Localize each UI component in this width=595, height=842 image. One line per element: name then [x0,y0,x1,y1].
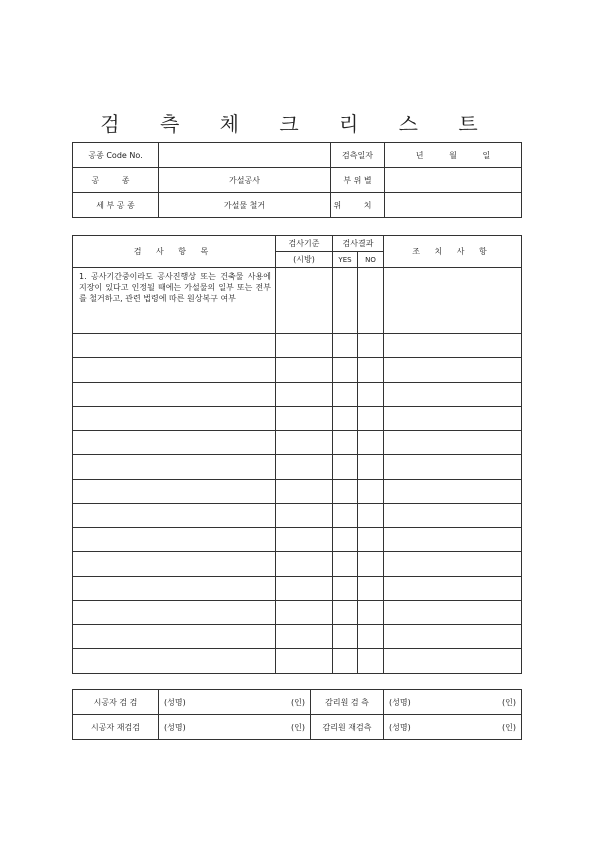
check-standard-cell[interactable] [276,268,333,334]
check-action-cell[interactable] [384,358,522,382]
table-row [73,528,522,552]
table-row [73,455,522,479]
check-table [72,235,522,674]
col-standard-sub: (시방) [276,252,333,268]
check-yes-cell[interactable] [333,552,358,576]
check-item-cell[interactable] [73,576,276,600]
check-standard-cell[interactable] [276,552,333,576]
table-row [73,479,522,503]
check-standard-cell[interactable] [276,406,333,430]
table-row [73,406,522,430]
check-no-cell[interactable] [358,268,384,334]
check-no-cell[interactable] [358,576,384,600]
check-action-cell[interactable] [384,431,522,455]
check-yes-cell[interactable] [333,358,358,382]
check-no-cell[interactable] [358,334,384,358]
info-table [72,142,522,218]
date-field[interactable] [385,143,522,168]
work-label: 공 종 [73,168,159,193]
location-field[interactable] [385,193,522,218]
location-label: 위 치 [331,193,385,218]
check-yes-cell[interactable] [333,528,358,552]
table-row [73,334,522,358]
check-action-cell[interactable] [384,268,522,334]
check-yes-cell[interactable] [333,625,358,649]
check-no-cell[interactable] [358,382,384,406]
check-yes-cell[interactable] [333,431,358,455]
check-action-cell[interactable] [384,625,522,649]
supervisor-recheck-sign-field[interactable] [384,715,522,740]
part-field[interactable] [385,168,522,193]
check-standard-cell[interactable] [276,625,333,649]
work-value[interactable]: 가설공사 [159,168,331,193]
check-no-cell[interactable] [358,479,384,503]
date-month-label: 월 [449,150,457,160]
check-item-cell[interactable] [73,528,276,552]
sign-seal-label: (인) [291,722,305,732]
detail-value[interactable]: 가설물 철거 [159,193,331,218]
check-no-cell[interactable] [358,503,384,527]
page-title: 검 측 체 크 리 스 트 [100,112,495,136]
check-action-cell[interactable] [384,406,522,430]
check-action-cell[interactable] [384,576,522,600]
check-standard-cell[interactable] [276,528,333,552]
check-no-cell[interactable] [358,455,384,479]
check-action-cell[interactable] [384,600,522,624]
check-item-text: 1. 공사기간중이라도 공사진행상 또는 건축물 사용에 지장이 있다고 인정될 때에는 가설물의 일부 또는 전부를 철거하고, 관련 법령에 따른 원상복구 여부 [73,268,276,334]
check-standard-cell[interactable] [276,358,333,382]
check-standard-cell[interactable] [276,455,333,479]
check-action-cell[interactable] [384,479,522,503]
check-yes-cell[interactable] [333,503,358,527]
sign-seal-label: (인) [502,697,516,707]
check-standard-cell[interactable] [276,503,333,527]
table-row [73,625,522,649]
check-action-cell[interactable] [384,528,522,552]
check-yes-cell[interactable] [333,479,358,503]
check-standard-cell[interactable] [276,334,333,358]
table-row [73,431,522,455]
code-field[interactable] [159,143,331,168]
check-item-cell[interactable] [73,503,276,527]
check-yes-cell[interactable] [333,649,358,673]
table-row [73,552,522,576]
table-row [73,649,522,673]
sign-name-label: (성명) [164,722,186,732]
builder-recheck-label: 시공자 재검검 [73,715,159,740]
check-no-cell[interactable] [358,649,384,673]
table-row [73,600,522,624]
check-yes-cell[interactable] [333,268,358,334]
check-standard-cell[interactable] [276,382,333,406]
check-no-cell[interactable] [358,528,384,552]
check-action-cell[interactable] [384,503,522,527]
check-no-cell[interactable] [358,625,384,649]
check-item-cell[interactable] [73,479,276,503]
check-item-cell[interactable] [73,382,276,406]
check-action-cell[interactable] [384,552,522,576]
date-year-label: 년 [415,150,424,160]
check-standard-cell[interactable] [276,600,333,624]
col-standard-header: 검사기준 [276,236,333,252]
supervisor-check-label: 감리원 검 측 [311,690,384,715]
part-label: 부 위 별 [331,168,385,193]
col-item-header: 검 사 항 목 [73,236,276,268]
check-no-cell[interactable] [358,358,384,382]
check-item-cell[interactable] [73,600,276,624]
check-item-cell[interactable] [73,334,276,358]
sign-name-label: (성명) [389,697,411,707]
check-yes-cell[interactable] [333,455,358,479]
sign-name-label: (성명) [164,697,186,707]
table-row [73,382,522,406]
check-yes-cell[interactable] [333,576,358,600]
date-day-label: 일 [482,150,491,160]
builder-check-label: 시공자 검 검 [73,690,159,715]
check-no-cell[interactable] [358,600,384,624]
check-yes-cell[interactable] [333,600,358,624]
check-yes-cell[interactable] [333,382,358,406]
check-item-cell[interactable] [73,649,276,673]
col-no-header: NO [358,252,384,268]
date-label: 검측일자 [331,143,385,168]
code-label: 공종 Code No. [73,143,159,168]
check-no-cell[interactable] [358,406,384,430]
check-yes-cell[interactable] [333,334,358,358]
sign-seal-label: (인) [502,722,516,732]
col-result-header: 검사결과 [333,236,384,252]
check-action-cell[interactable] [384,334,522,358]
check-yes-cell[interactable] [333,406,358,430]
table-row [73,358,522,382]
builder-check-sign-field[interactable] [159,690,311,715]
table-row [73,503,522,527]
check-item-cell[interactable] [73,406,276,430]
check-standard-cell[interactable] [276,479,333,503]
table-row [73,576,522,600]
col-action-header: 조 치 사 항 [384,236,522,268]
col-yes-header: YES [333,252,358,268]
supervisor-recheck-label: 감리원 재검측 [311,715,384,740]
check-item-cell[interactable] [73,625,276,649]
check-action-cell[interactable] [384,455,522,479]
check-standard-cell[interactable] [276,649,333,673]
detail-label: 세 부 공 종 [73,193,159,218]
check-item-cell[interactable] [73,552,276,576]
empty-rows [73,334,522,674]
check-standard-cell[interactable] [276,576,333,600]
check-action-cell[interactable] [384,649,522,673]
check-item-cell[interactable] [73,455,276,479]
check-standard-cell[interactable] [276,431,333,455]
sign-name-label: (성명) [389,722,411,732]
check-no-cell[interactable] [358,431,384,455]
supervisor-check-sign-field[interactable] [384,690,522,715]
builder-recheck-sign-field[interactable] [159,715,311,740]
check-no-cell[interactable] [358,552,384,576]
check-action-cell[interactable] [384,382,522,406]
sign-table [72,689,522,740]
check-item-cell[interactable] [73,358,276,382]
sign-seal-label: (인) [291,697,305,707]
check-item-cell[interactable] [73,431,276,455]
